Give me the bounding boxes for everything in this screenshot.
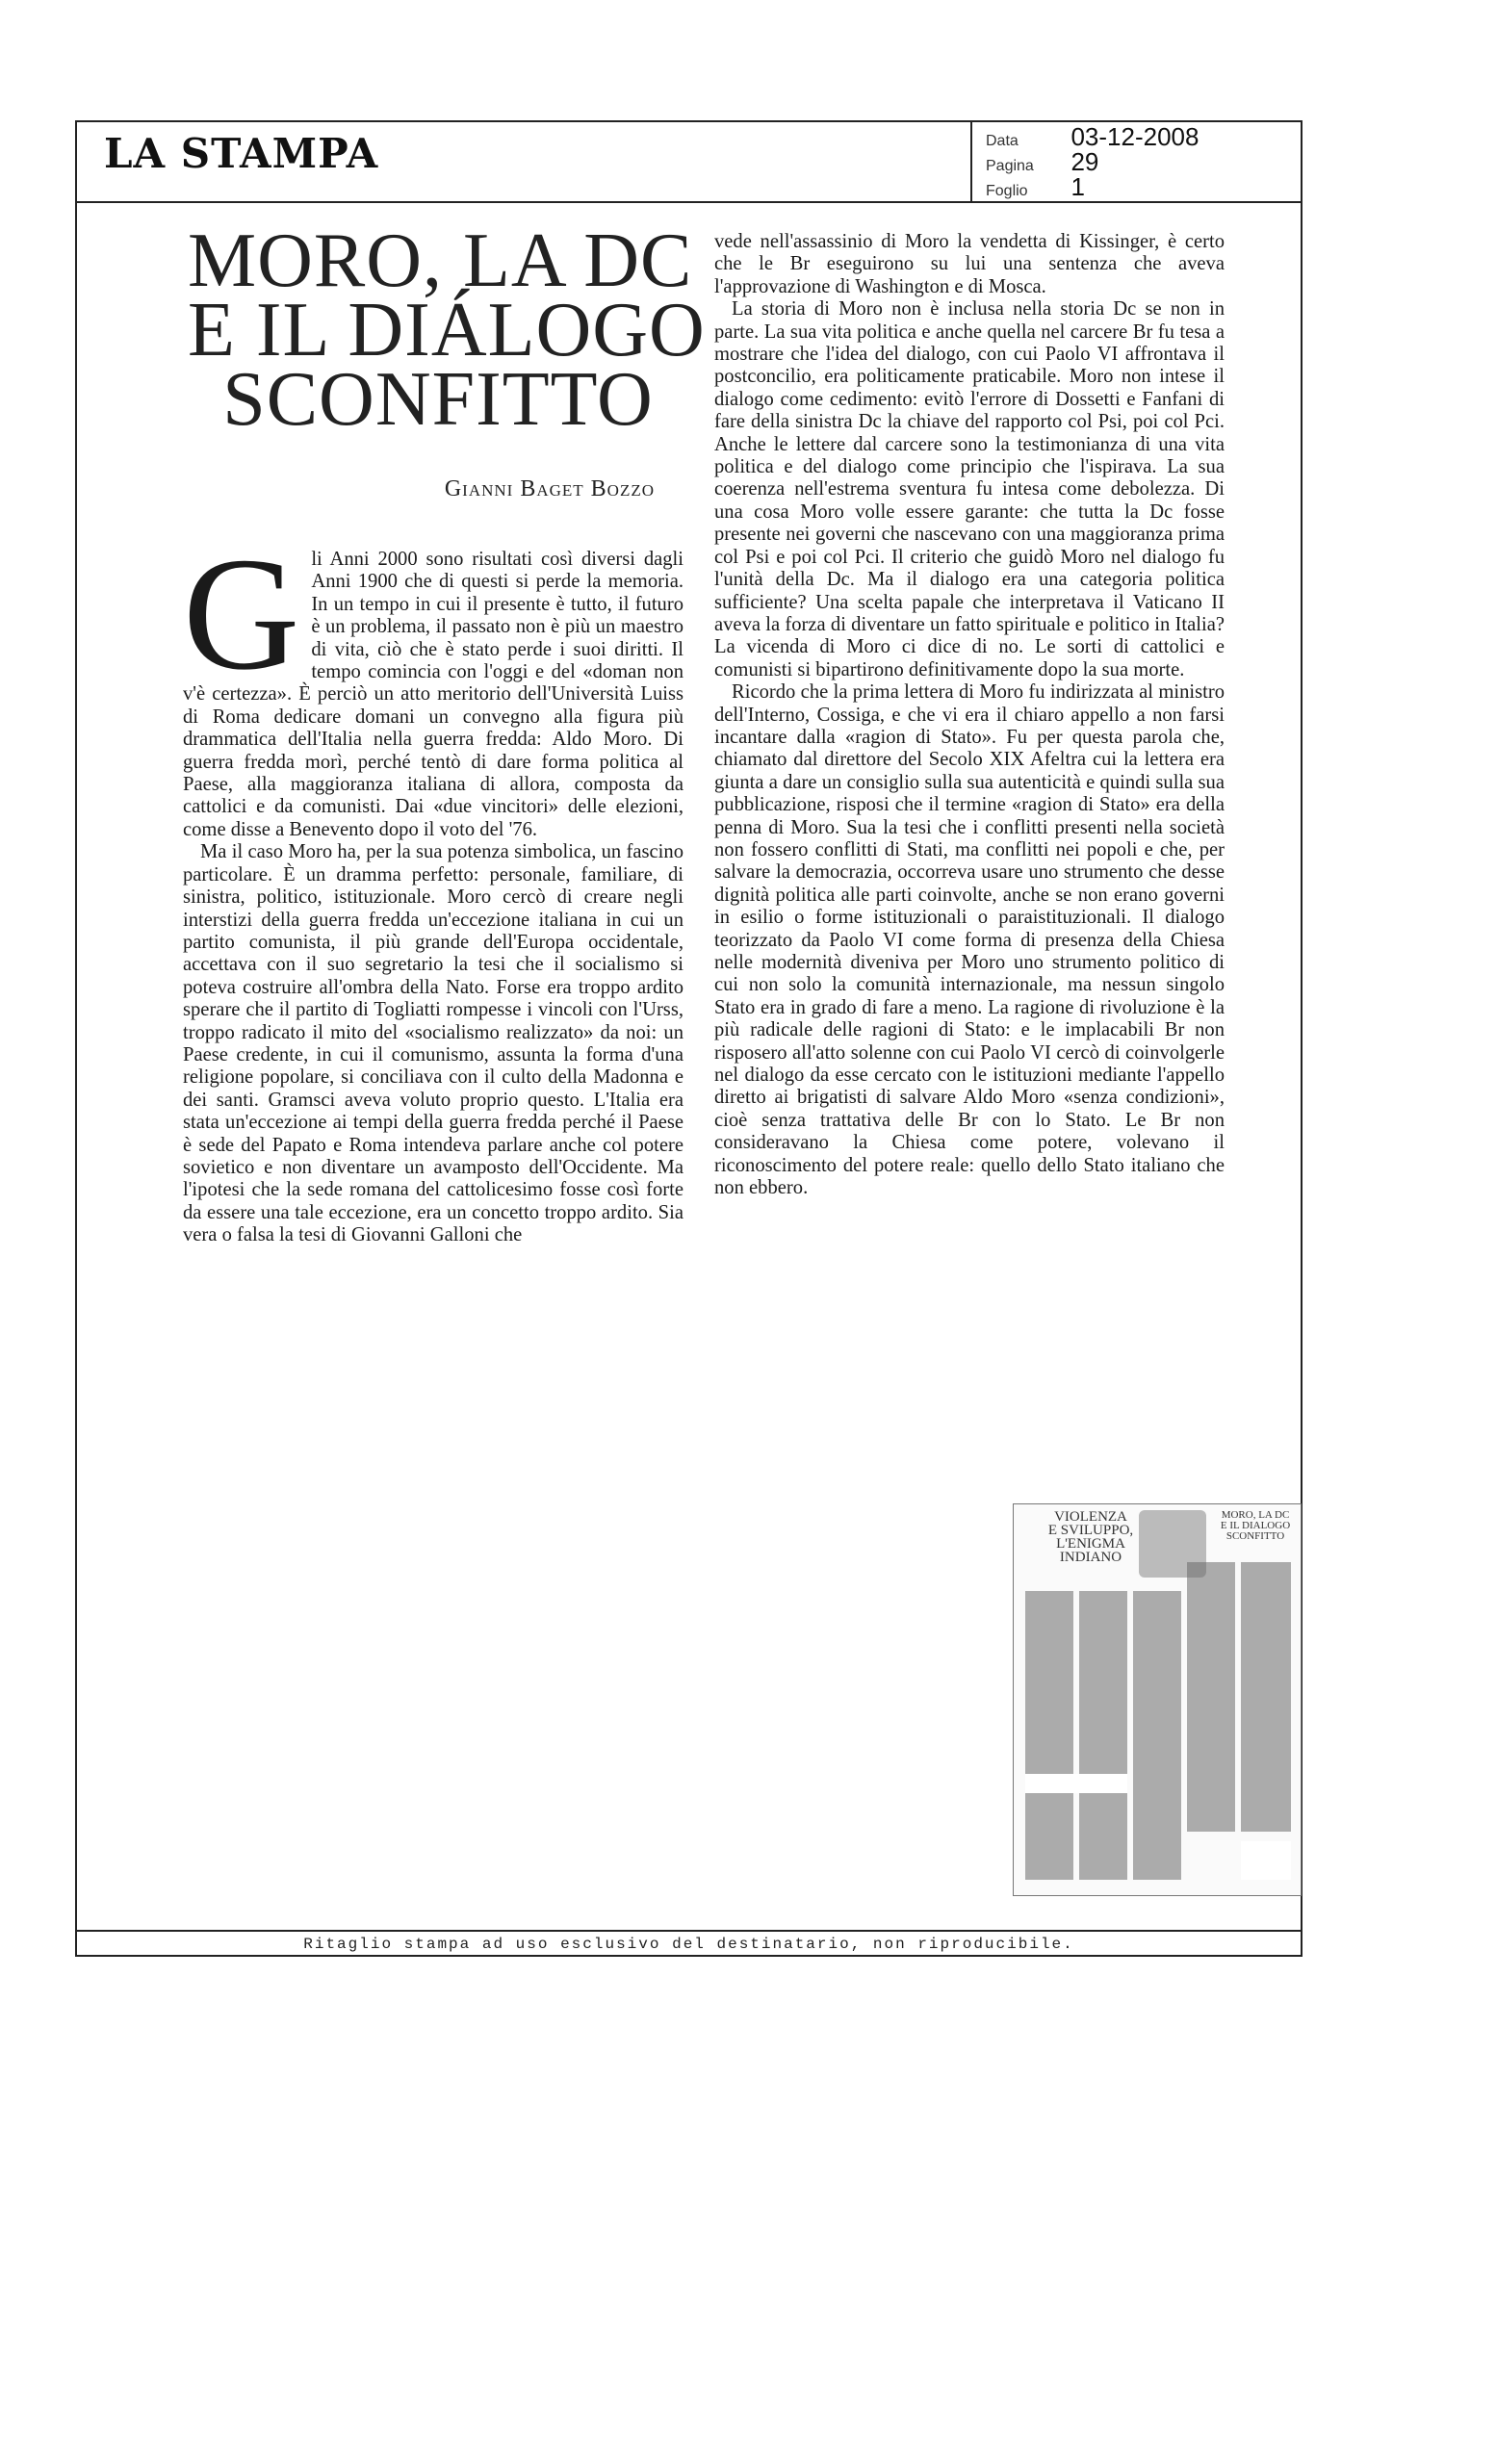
meta-page-value: 29 xyxy=(1070,147,1099,176)
thumbnail-headline-line: E IL DIALOGO xyxy=(1220,1520,1291,1531)
paragraph xyxy=(183,525,684,841)
meta-sheet-row xyxy=(986,172,1085,202)
reproduction-notice: Ritaglio stampa ad uso esclusivo del destinatario, non riproducibile. xyxy=(75,1930,1303,1957)
title-line: MORO, LA DC xyxy=(188,218,693,303)
masthead xyxy=(75,120,1303,203)
title-line: E IL DIÁLOGO xyxy=(188,288,706,372)
article-title xyxy=(188,218,706,442)
thumbnail-headline-line: L'ENIGMA xyxy=(1056,1536,1125,1552)
meta-sheet-label: Foglio xyxy=(986,183,1028,199)
paragraph: Ricordo che la prima lettera di Moro fu indirizzata al ministro dell'Interno, Cossiga, e che vi era il chiaro appello a non farsi incantare dalla «ragion di Stato». Fu per questa parola che, chiamato dal direttore del Secolo XIX Afeltra cui la lettera era giunta a dare un consiglio sulla sua autenticità e quindi sulla sua pubblicazione, risposi che il termine «ragion di Stato» era della penna di Moro. Sua la tesi che i conflitti presenti nella società non fossero conflitti di Stati, ma conflitti nei popoli e che, per salvare la democrazia, occorreva usare uno strumento che desse dignità politica alle parti coinvolte, anche se non erano governi in esilio o forme istituzionali o paraistituzionali. Il dialogo teorizzato da Paolo VI come forma di presenza della Chiesa nelle modernità diveniva per Moro uno strumento politico di cui non solo la comunità internazionale, ma nessun singolo Stato era in grado di fare a meno. La ragione di rivoluzione è la più radicale delle ragioni di Stato: e le implacabili Br non risposero all'atto solenne con cui Paolo VI cercò di coinvolgerle nel dialogo da esse cercato con le istituzioni mediante l'appello diretto ai brigatisti di salvare Aldo Moro «senza condizioni», cioè senza trattativa delle Br con lo Stato. Le Br non consideravano la Chiesa come potere, volevano il riconoscimento del potere reale: quello dello Stato italiano che non ebbero. xyxy=(714,681,1225,1199)
paragraph: Ma il caso Moro ha, per la sua potenza simbolica, un fascino particolare. È un dramma perfetto: personale, familiare, di sinistra, politico, istituzionale. Moro cercò di creare negli interstizi della guerra fredda un'eccezione italiana in cui un partito comunista, il più grande dell'Europa occidentale, accettava con il suo segretario la tesi che il socialismo si poteva costruire all'ombra della Nato. Forse era troppo ardito sperare che il partito di Togliatti rompesse i vincoli con l'Urss, troppo radicato il mito del «socialismo realizzato» da noi: un Paese credente, in cui il comunismo, assunta la forma d'una religione popolare, si conciliava con il culto della Madonna e dei santi. Gramsci aveva voluto proprio questo. L'Italia era stata un'eccezione ai tempi della guerra fredda perché il Paese è sede del Papato e Roma intendeva parlare anche col potere sovietico e non diventare un avamposto dell'Occidente. Ma l'ipotesi che la sede romana del cattolicesimo fosse così forte da essere una tale eccezione, era un concetto troppo ardito. Sia vera o falsa la tesi di Giovanni Galloni che xyxy=(183,841,684,1246)
article-column-2 xyxy=(714,231,1225,1199)
meta-page-label: Pagina xyxy=(986,158,1034,174)
newspaper-name: LA STAMPA xyxy=(104,130,379,177)
meta-date-label: Data xyxy=(986,133,1019,149)
article-column-1 xyxy=(183,525,684,1247)
meta-sheet-value: 1 xyxy=(1070,172,1085,201)
thumbnail-text-columns xyxy=(1014,1504,1302,1896)
clipping-meta-box xyxy=(970,120,1303,203)
thumbnail-headline-line: MORO, LA DC xyxy=(1221,1509,1290,1521)
paragraph: La storia di Moro non è inclusa nella storia Dc se non in parte. La sua vita politica e anche quella nel carcere Br fu tesa a mostrare che l'idea del dialogo, con cui Paolo VI affrontava il postconcilio, era politicamente praticabile. Moro non intese il dialogo come cedimento: evitò l'errore di Dossetti e Fanfani di fare della sinistra Dc la chiave del rapporto col Psi, poi col Pci. Anche le lettere dal carcere sono la testimonianza di una vita politica e del dialogo come principio che l'ispirava. La sua coerenza nell'estrema sventura fu intesa come debolezza. Di una cosa Moro volle essere garante: che tutta la Dc fosse presente nei governi che nascevano con una maggioranza prima col Psi e poi col Pci. Il criterio che guidò Moro nel dialogo fu l'unità della Dc. Ma il dialogo era una categoria politica sufficiente? Una scelta papale che interpretava il Vaticano II aveva la forza di diventare un fatto spirituale e politico in Italia? La vicenda di Moro ci dice di no. Le sorti di cattolici e comunisti si bipartirono definitivamente dopo la sua morte. xyxy=(714,298,1225,680)
thumbnail-headline-line: SCONFITTO xyxy=(1225,1530,1285,1542)
thumbnail-headline-line: E SVILUPPO, xyxy=(1047,1523,1134,1538)
meta-date-value: 03-12-2008 xyxy=(1070,122,1199,151)
thumbnail-headline-line: INDIANO xyxy=(1059,1550,1122,1565)
drop-cap: G xyxy=(183,525,300,704)
title-line: SCONFITTO xyxy=(222,357,654,442)
thumbnail-headline-line: VIOLENZA xyxy=(1054,1509,1127,1525)
paragraph: vede nell'assassinio di Moro la vendetta di Kissinger, è certo che le Br eseguirono su lui una sentenza che aveva l'approvazione di Washington e di Mosca. xyxy=(714,231,1225,297)
paragraph-text: li Anni 2000 sono risultati così diversi dagli Anni 1900 che di questi si perde la memoria. In un tempo in cui il presente è tutto, il futuro è un problema, il passato non è più un maestro di vita, ciò che è stato perde i suoi diritti. Il tempo comincia con l'oggi e del «doman non v'è certezza». È perciò un atto meritorio dell'Università Luiss di Roma dedicare domani un convegno alla figura più drammatica dell'Italia nella guerra fredda: Aldo Moro. Di guerra fredda morì, perché tentò di dare forma politica al Paese, alla maggioranza italiana di allora, composta da cattolici e da comunisti. Dai «due vincitori» delle elezioni, come disse a Benevento dopo il voto del '76. xyxy=(183,549,684,840)
page-thumbnail xyxy=(1013,1503,1302,1896)
article-author: Gianni Baget Bozzo xyxy=(444,476,655,501)
